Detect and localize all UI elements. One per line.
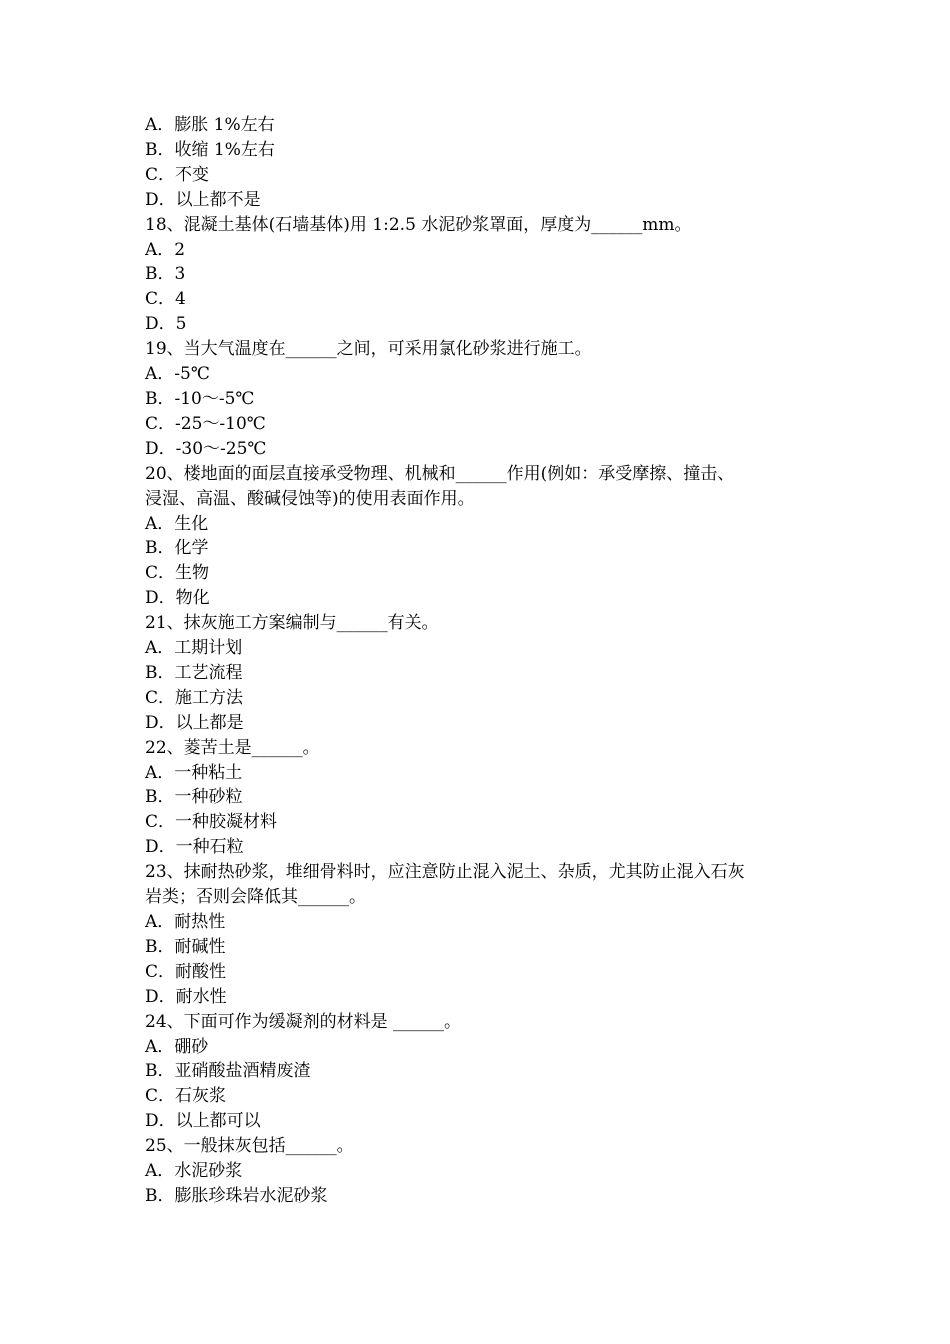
answer-option: D．5 — [145, 314, 187, 335]
question-text: 24、下面可作为缓凝剂的材料是 ______。 — [145, 1011, 462, 1032]
answer-option: B．一种砂粒 — [145, 787, 243, 808]
answer-option: A．生化 — [145, 513, 209, 534]
answer-option: A．硼砂 — [145, 1036, 209, 1057]
answer-option: A．膨胀 1%左右 — [145, 115, 275, 135]
answer-option: D．物化 — [145, 588, 210, 609]
answer-option: B．耐碱性 — [145, 936, 226, 957]
answer-option: C．施工方法 — [145, 687, 244, 708]
answer-option: B．收缩 1%左右 — [145, 139, 275, 160]
answer-option: A．一种粘土 — [145, 762, 243, 783]
answer-option: A．工期计划 — [145, 638, 243, 659]
answer-option: A．2 — [145, 239, 186, 260]
answer-option: B．工艺流程 — [145, 662, 243, 683]
document-body — [145, 113, 815, 1209]
answer-option: D．-30～-25℃ — [145, 438, 267, 459]
question-text: 22、菱苦土是______。 — [145, 737, 320, 758]
answer-option: D．以上都不是 — [145, 189, 261, 210]
answer-option: D．耐水性 — [145, 986, 227, 1007]
answer-option: A．水泥砂浆 — [145, 1161, 243, 1182]
answer-option: C．一种胶凝材料 — [145, 812, 278, 833]
answer-option: C．不变 — [145, 164, 210, 185]
text-line: 岩类；否则会降低其______。 — [145, 887, 366, 908]
answer-option: D．一种石粒 — [145, 837, 244, 858]
question-text: 21、抹灰施工方案编制与______有关。 — [145, 613, 439, 634]
answer-option: C．耐酸性 — [145, 961, 227, 982]
question-text: 23、抹耐热砂浆，堆细骨料时，应注意防止混入泥土、杂质，尤其防止混入石灰 — [145, 862, 745, 883]
question-text: 19、当大气温度在______之间，可采用氯化砂浆进行施工。 — [145, 339, 592, 360]
question-text: 18、混凝土基体(石墙基体)用 1:2.5 水泥砂浆罩面，厚度为______mm。 — [145, 214, 692, 235]
answer-option: C．石灰浆 — [145, 1086, 227, 1107]
answer-option: A．-5℃ — [145, 364, 210, 385]
answer-option: B．-10～-5℃ — [145, 388, 255, 409]
answer-option: C．4 — [145, 289, 186, 310]
answer-option: B．亚硝酸盐酒精废渣 — [145, 1061, 311, 1082]
answer-option: C．生物 — [145, 563, 210, 584]
text-line: 浸湿、高温、酸碱侵蚀等)的使用表面作用。 — [145, 488, 475, 509]
answer-option: A．耐热性 — [145, 912, 226, 932]
answer-option: B．膨胀珍珠岩水泥砂浆 — [145, 1185, 328, 1206]
answer-option: B．3 — [145, 264, 186, 285]
answer-option: D．以上都可以 — [145, 1111, 261, 1132]
question-text: 25、一般抹灰包括______。 — [145, 1136, 354, 1157]
answer-option: C．-25～-10℃ — [145, 413, 266, 434]
question-text: 20、楼地面的面层直接承受物理、机械和______作用(例如：承受摩擦、撞击、 — [145, 463, 735, 484]
answer-option: B．化学 — [145, 538, 209, 559]
answer-option: D．以上都是 — [145, 712, 244, 733]
